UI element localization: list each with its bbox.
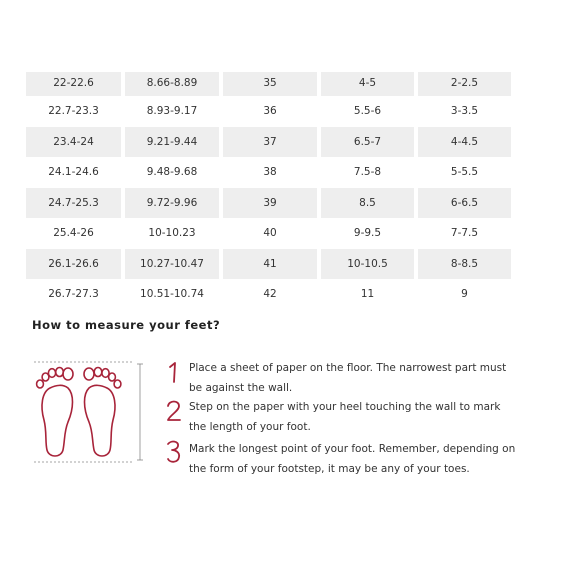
table-cell: 4-5 [321,72,414,96]
measure-section-title: How to measure your feet? [32,318,221,332]
table-cell: 5-5.5 [418,157,511,188]
table-row [26,279,511,310]
step-1-text: Place a sheet of paper on the floor. The narrowest part must be against the wall. [189,362,507,394]
table-cell: 11 [321,279,414,310]
table-cell: 22-22.6 [26,72,121,96]
table-cell: 40 [223,218,317,249]
table-cell: 5.5-6 [321,96,414,127]
table-cell: 6-6.5 [418,188,511,219]
table-row [26,249,511,280]
table-row [26,218,511,249]
step-number-1 [165,360,183,386]
table-row [26,96,511,127]
table-cell: 39 [223,188,317,219]
table-cell: 25.4-26 [26,218,121,249]
table-cell: 4-4.5 [418,127,511,158]
table-cell: 26.1-26.6 [26,249,121,280]
table-cell: 9.72-9.96 [125,188,219,219]
table-row [26,72,511,96]
table-cell: 35 [223,72,317,96]
table-cell: 10.27-10.47 [125,249,219,280]
table-cell: 8-8.5 [418,249,511,280]
step-3-text: Mark the longest point of your foot. Remember, depending on the form of your footstep, it may be any of your toes. [189,443,516,475]
table-cell: 22.7-23.3 [26,96,121,127]
table-cell: 6.5-7 [321,127,414,158]
feet-outline-icon [28,358,154,468]
step-2-text: Step on the paper with your heel touching the wall to mark the length of your foot. [189,401,501,433]
table-cell: 26.7-27.3 [26,279,121,310]
table-cell: 41 [223,249,317,280]
table-cell: 7-7.5 [418,218,511,249]
table-cell: 42 [223,279,317,310]
table-cell: 7.5-8 [321,157,414,188]
table-cell: 8.5 [321,188,414,219]
table-cell: 24.1-24.6 [26,157,121,188]
table-cell: 38 [223,157,317,188]
table-row [26,157,511,188]
top-whitespace [0,0,580,72]
table-cell: 10.51-10.74 [125,279,219,310]
table-cell: 36 [223,96,317,127]
table-cell: 8.93-9.17 [125,96,219,127]
table-cell: 8.66-8.89 [125,72,219,96]
table-cell: 37 [223,127,317,158]
table-row [26,188,511,219]
table-row [26,127,511,158]
table-cell: 10-10.23 [125,218,219,249]
table-cell: 9 [418,279,511,310]
step-number-2 [165,398,183,424]
table-cell: 3-3.5 [418,96,511,127]
table-cell: 9.21-9.44 [125,127,219,158]
step-number-3 [165,439,183,465]
table-cell: 10-10.5 [321,249,414,280]
size-chart-table [22,72,515,310]
table-cell: 2-2.5 [418,72,511,96]
table-cell: 23.4-24 [26,127,121,158]
table-cell: 9-9.5 [321,218,414,249]
table-cell: 24.7-25.3 [26,188,121,219]
table-cell: 9.48-9.68 [125,157,219,188]
